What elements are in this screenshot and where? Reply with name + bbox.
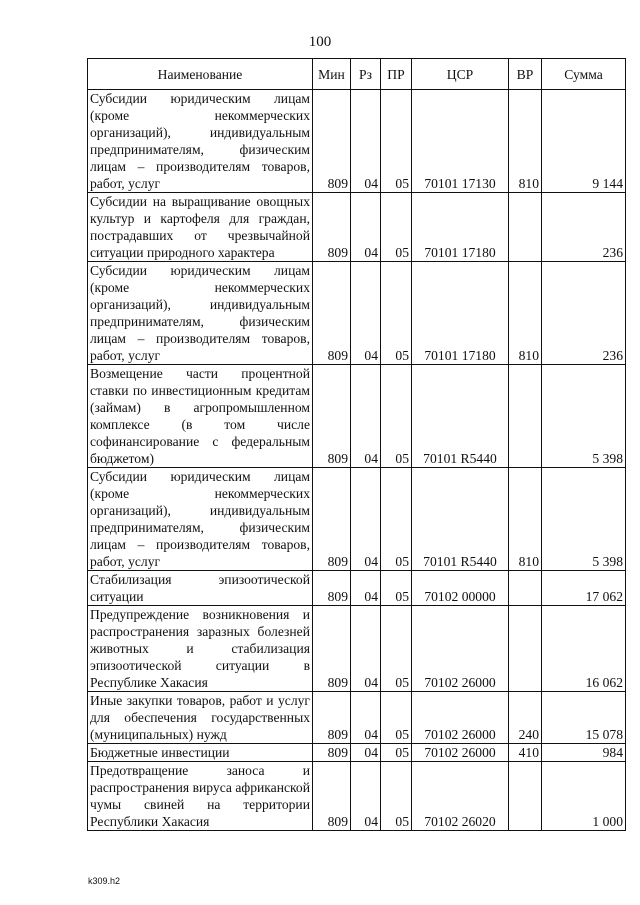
row-min: 809	[313, 193, 351, 262]
row-csr: 70101 R5440	[412, 468, 509, 571]
row-vr	[509, 606, 542, 692]
table-row	[88, 468, 626, 571]
row-csr: 70102 00000	[412, 571, 509, 606]
table-row	[88, 744, 626, 762]
row-rz: 04	[351, 692, 381, 744]
row-name: Предупреждение возникновения и распространения заразных болезней животных и стабилизация эпизоотической ситуации в Республике Хакасия	[88, 606, 313, 692]
row-sum: 5 398	[542, 468, 626, 571]
row-pr: 05	[381, 744, 412, 762]
header-pr: ПР	[381, 59, 412, 90]
header-sum: Сумма	[542, 59, 626, 90]
row-rz: 04	[351, 571, 381, 606]
row-rz: 04	[351, 193, 381, 262]
row-sum: 16 062	[542, 606, 626, 692]
row-min: 809	[313, 744, 351, 762]
row-vr	[509, 571, 542, 606]
row-min: 809	[313, 365, 351, 468]
row-name: Субсидии юридическим лицам (кроме некоммерческих организаций), индивидуальным предпринимателям, физическим лицам – производителям товаров, работ, услуг	[88, 262, 313, 365]
header-vr: ВР	[509, 59, 542, 90]
row-vr	[509, 762, 542, 831]
row-vr: 810	[509, 262, 542, 365]
row-rz: 04	[351, 762, 381, 831]
table-row	[88, 365, 626, 468]
row-sum: 17 062	[542, 571, 626, 606]
row-name: Возмещение части процентной ставки по инвестиционным кредитам (займам) в агропромышленном комплексе (в том числе софинансирование с федеральным бюджетом)	[88, 365, 313, 468]
table-row	[88, 692, 626, 744]
table-row	[88, 606, 626, 692]
row-rz: 04	[351, 262, 381, 365]
header-name: Наименование	[88, 59, 313, 90]
row-pr: 05	[381, 90, 412, 193]
row-vr	[509, 193, 542, 262]
row-name: Иные закупки товаров, работ и услуг для обеспечения государственных (муниципальных) нужд	[88, 692, 313, 744]
row-sum: 236	[542, 193, 626, 262]
row-rz: 04	[351, 744, 381, 762]
row-pr: 05	[381, 468, 412, 571]
row-min: 809	[313, 468, 351, 571]
row-sum: 1 000	[542, 762, 626, 831]
row-sum: 9 144	[542, 90, 626, 193]
row-csr: 70102 26000	[412, 606, 509, 692]
row-vr: 240	[509, 692, 542, 744]
row-pr: 05	[381, 262, 412, 365]
header-rz: Рз	[351, 59, 381, 90]
row-sum: 15 078	[542, 692, 626, 744]
row-pr: 05	[381, 365, 412, 468]
row-name: Бюджетные инвестиции	[88, 744, 313, 762]
table-row	[88, 193, 626, 262]
table-row	[88, 262, 626, 365]
row-name: Субсидии юридическим лицам (кроме некоммерческих организаций), индивидуальным предпринимателям, физическим лицам – производителям товаров, работ, услуг	[88, 90, 313, 193]
footer-code: k309.h2	[88, 876, 121, 886]
row-name: Стабилизация эпизоотической ситуации	[88, 571, 313, 606]
row-pr: 05	[381, 606, 412, 692]
row-min: 809	[313, 692, 351, 744]
table-row	[88, 90, 626, 193]
row-rz: 04	[351, 90, 381, 193]
table-row	[88, 571, 626, 606]
row-sum: 236	[542, 262, 626, 365]
row-pr: 05	[381, 193, 412, 262]
row-name: Субсидии юридическим лицам (кроме некоммерческих организаций), индивидуальным предпринимателям, физическим лицам – производителям товаров, работ, услуг	[88, 468, 313, 571]
row-min: 809	[313, 762, 351, 831]
row-csr: 70101 R5440	[412, 365, 509, 468]
row-pr: 05	[381, 762, 412, 831]
row-vr: 410	[509, 744, 542, 762]
table-header-row	[88, 59, 626, 90]
row-min: 809	[313, 606, 351, 692]
row-pr: 05	[381, 692, 412, 744]
header-min: Мин	[313, 59, 351, 90]
row-rz: 04	[351, 606, 381, 692]
row-rz: 04	[351, 365, 381, 468]
budget-table	[87, 58, 626, 831]
row-csr: 70101 17130	[412, 90, 509, 193]
row-name: Субсидии на выращивание овощных культур и картофеля для граждан, пострадавших от чрезвычайной ситуации природного характера	[88, 193, 313, 262]
table-row	[88, 762, 626, 831]
row-vr	[509, 365, 542, 468]
row-min: 809	[313, 571, 351, 606]
header-csr: ЦСР	[412, 59, 509, 90]
row-csr: 70102 26000	[412, 692, 509, 744]
row-name: Предотвращение заноса и распространения вируса африканской чумы свиней на территории Республики Хакасия	[88, 762, 313, 831]
row-csr: 70102 26020	[412, 762, 509, 831]
row-min: 809	[313, 262, 351, 365]
row-rz: 04	[351, 468, 381, 571]
page-number: 100	[308, 34, 332, 50]
row-pr: 05	[381, 571, 412, 606]
row-csr: 70102 26000	[412, 744, 509, 762]
row-sum: 5 398	[542, 365, 626, 468]
row-vr: 810	[509, 90, 542, 193]
row-sum: 984	[542, 744, 626, 762]
row-min: 809	[313, 90, 351, 193]
row-vr: 810	[509, 468, 542, 571]
row-csr: 70101 17180	[412, 262, 509, 365]
row-csr: 70101 17180	[412, 193, 509, 262]
